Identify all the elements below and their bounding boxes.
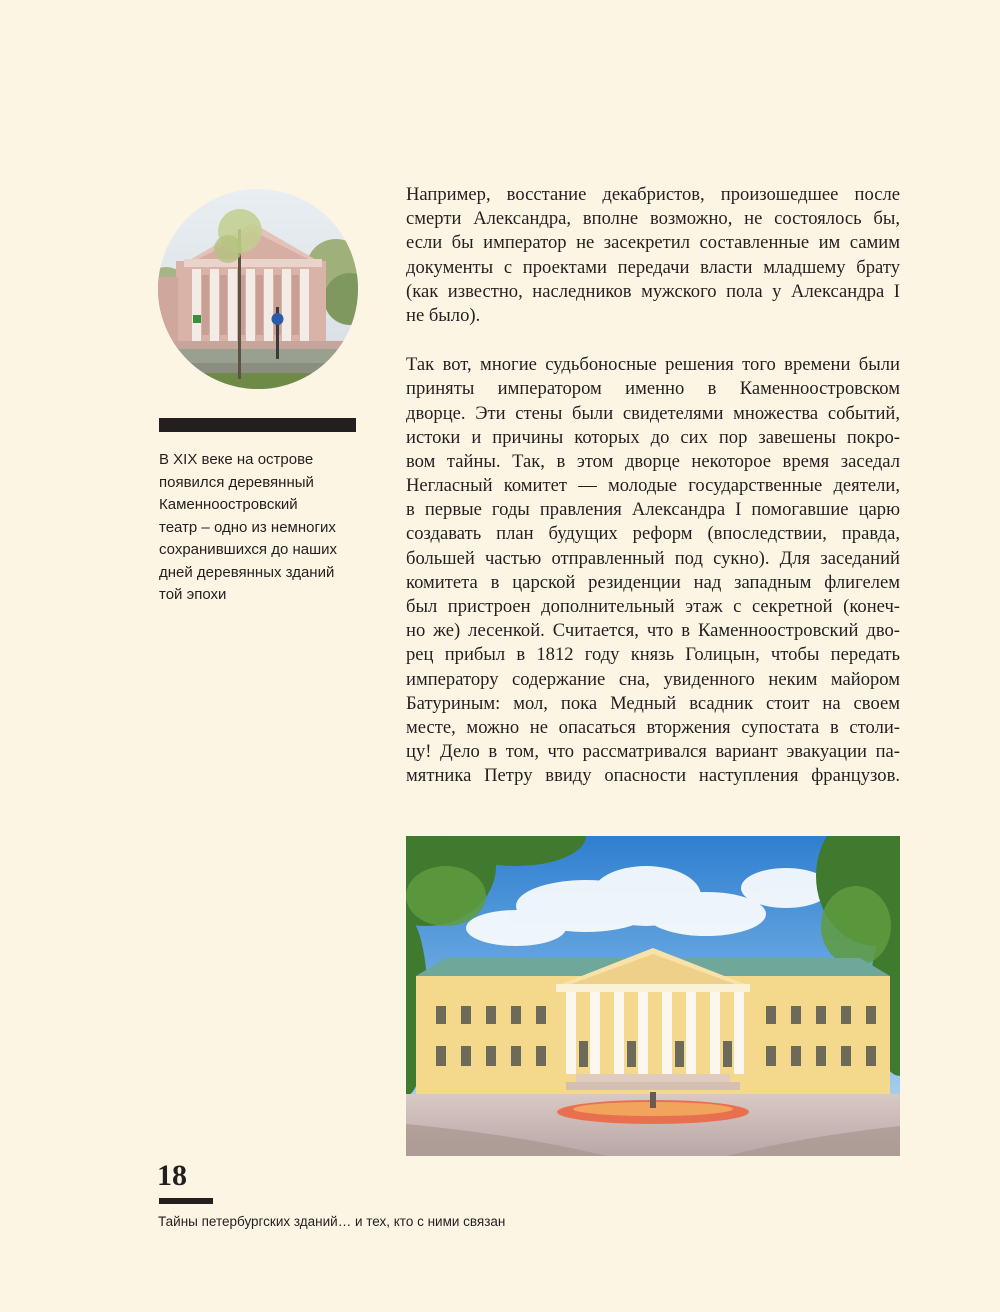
text-line: мятника Петру ввиду опасности наступления французов. [406, 765, 900, 787]
photo-caption [159, 449, 364, 607]
text-line: создавать план будущих реформ (впоследствии, правда, [406, 523, 900, 545]
text-line: императору содержание сна, увиденного неким майором [406, 668, 900, 690]
text-line: большей частью отправленный под сукно). Для заседаний [406, 547, 900, 569]
caption-line: дней деревянных зданий [159, 563, 335, 581]
palace-illustration [406, 836, 900, 1156]
caption-line: театр – одно из немногих [159, 518, 336, 536]
page-number-bar [159, 1198, 213, 1204]
text-line: (как известно, наследников мужского пола у Александра I [406, 280, 900, 302]
text-line: Негласный комитет — молодые государственные деятели, [406, 475, 900, 497]
text-line: но же) лесенкой. Считается, что в Каменноостровский дво- [406, 620, 900, 642]
text-line: если бы император не засекретил составленные им самим [406, 232, 900, 254]
text-line: не было). [406, 304, 481, 326]
text-line: документы с проектами передачи власти младшему брату [406, 256, 900, 278]
text-line: в первые годы правления Александра I помогавшие царю [406, 499, 900, 521]
caption-line: появился деревянный [159, 473, 314, 491]
palace-photo [406, 836, 900, 1156]
text-line: цу! Дело в том, что рассматривался вариант эвакуации па- [406, 741, 900, 763]
caption-line: В XIX веке на острове [159, 451, 314, 468]
text-line: месте, можно не опасаться вторжения супостата в столи- [406, 716, 900, 738]
theatre-photo [158, 189, 358, 389]
page-number: 18 [157, 1159, 187, 1192]
running-footer: Тайны петербургских зданий… и тех, кто с ними связан [158, 1214, 506, 1229]
paragraph-1 [406, 183, 900, 328]
text-line: истоки и причины которых до сих пор завешены покро- [406, 426, 900, 448]
text-line: рец прибыл в 1812 году князь Голицын, чтобы передать [406, 644, 900, 666]
text-line: Батуриным: мол, пока Медный всадник стоит на своем [406, 692, 900, 714]
caption-line: Каменноостровский [159, 496, 298, 513]
text-line: приняты императором именно в Каменноостровском [406, 378, 900, 400]
text-line: вом тайны. Так, в этом дворце некоторое время заседал [406, 450, 900, 472]
text-line: был пристроен дополнительный этаж с секретной (конеч- [406, 596, 900, 617]
text-line: Например, восстание декабристов, произошедшее после [406, 184, 900, 205]
theatre-illustration [158, 189, 358, 389]
text-line: смерти Александра, вполне возможно, не состоялось бы, [406, 208, 900, 230]
text-line: Так вот, многие судьбоносные решения того времени были [406, 354, 900, 376]
paragraph-2 [406, 353, 900, 788]
text-line: комитета в царской резиденции над западным флигелем [406, 571, 900, 593]
paragraph-gap [406, 328, 900, 353]
text-line: дворце. Эти стены были свидетелями множества событий, [406, 402, 900, 424]
caption-line: той эпохи [159, 586, 227, 603]
caption-accent-bar [159, 418, 356, 432]
article-body [406, 183, 900, 789]
caption-line: сохранившихся до наших [159, 541, 337, 558]
